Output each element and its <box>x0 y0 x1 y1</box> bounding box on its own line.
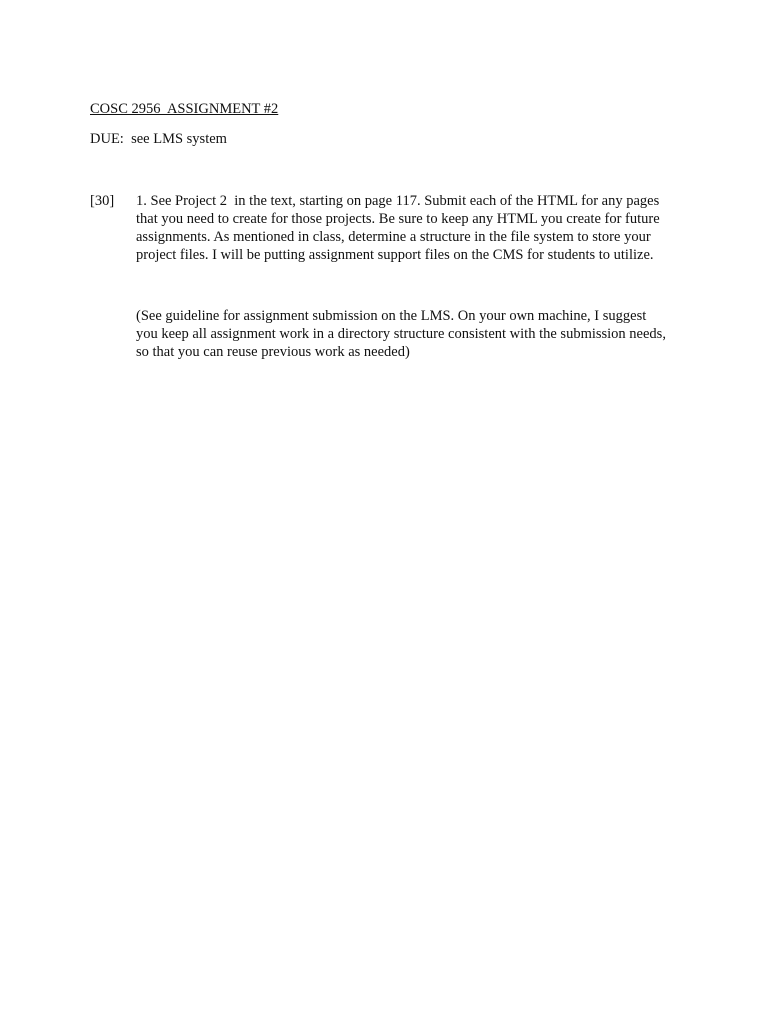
question-1-line: project files. I will be putting assignment support files on the CMS for students to utilize. <box>136 247 654 263</box>
submission-note-line: (See guideline for assignment submission on the LMS. On your own machine, I suggest <box>136 308 647 324</box>
question-1-text <box>136 192 696 264</box>
due-date-line: DUE: see LMS system <box>90 131 227 147</box>
assignment-title: COSC 2956 ASSIGNMENT #2 <box>90 101 279 117</box>
question-points: [30] <box>90 193 115 209</box>
submission-note-line: you keep all assignment work in a directory structure consistent with the submission needs, <box>136 326 666 342</box>
question-1-line: assignments. As mentioned in class, determine a structure in the file system to store your <box>136 229 651 245</box>
question-1-line: 1. See Project 2 in the text, starting on page 117. Submit each of the HTML for any pages <box>136 193 660 209</box>
submission-note-line: so that you can reuse previous work as needed) <box>136 344 410 360</box>
question-1-line: that you need to create for those projects. Be sure to keep any HTML you create for future <box>136 211 660 227</box>
submission-note <box>136 307 696 361</box>
